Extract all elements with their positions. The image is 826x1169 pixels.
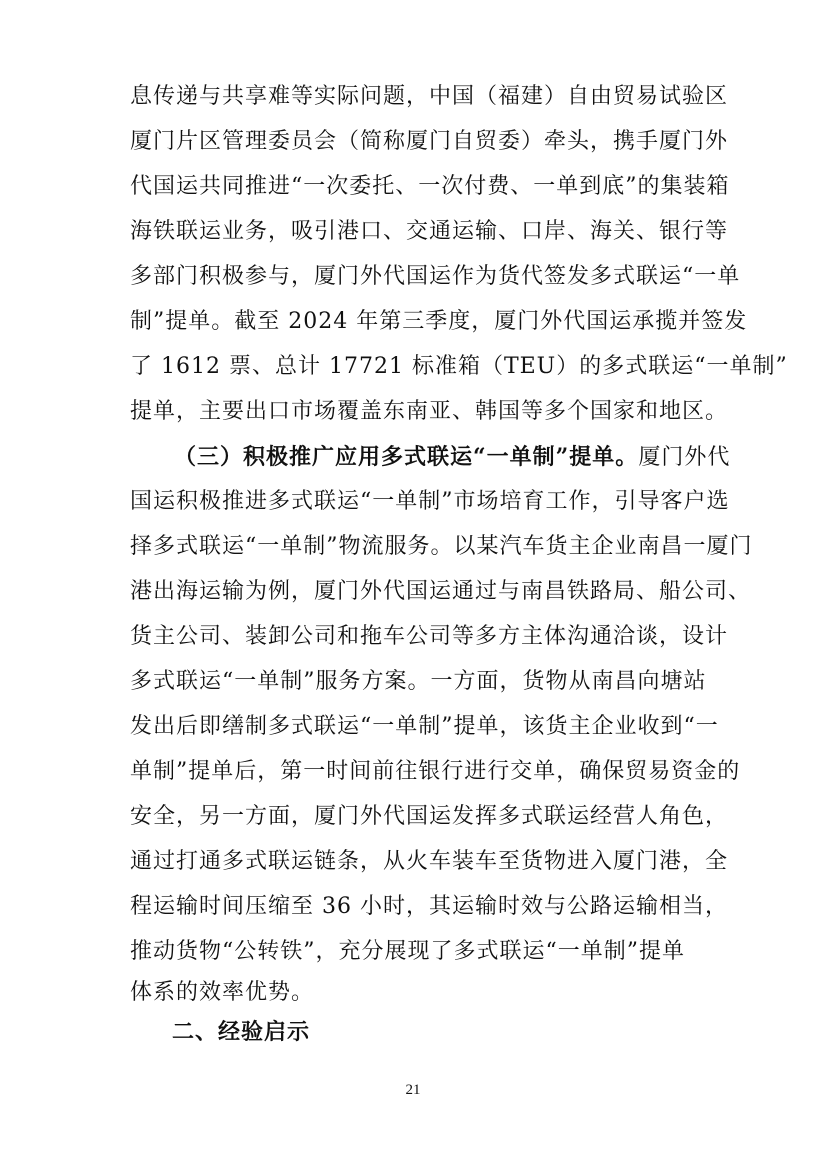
paragraph-line: 息传递与共享难等实际问题，中国（福建）自由贸易试验区 <box>130 84 729 109</box>
paragraph-line: 国运积极推进多式联运“一单制”市场培育工作，引导客户选 <box>130 489 730 514</box>
paragraph-line: 港出海运输为例，厦门外代国运通过与南昌铁路局、船公司、 <box>130 579 752 604</box>
paragraph-line: 推动货物“公转铁”，充分展现了多式联运“一单制”提单 <box>130 939 685 964</box>
paragraph-line: 代国运共同推进“一次委托、一次付费、一单到底”的集装箱 <box>130 174 730 199</box>
page-number: 21 <box>405 1082 421 1098</box>
paragraph-line: 制”提单。截至 2024 年第三季度，厦门外代国运承揽并签发 <box>130 309 748 334</box>
paragraph-line: 程运输时间压缩至 36 小时，其运输时效与公路运输相当， <box>130 894 728 919</box>
paragraph-line: 通过打通多式联运链条，从火车装车至货物进入厦门港，全 <box>130 849 729 874</box>
paragraph-line: 体系的效率优势。 <box>130 980 315 1005</box>
paragraph-line: 多部门积极参与，厦门外代国运作为货代签发多式联运“一单 <box>130 264 741 289</box>
paragraph-line: 厦门片区管理委员会（简称厦门自贸委）牵头，携手厦门外 <box>130 129 729 154</box>
section-three-first-line <box>174 442 730 473</box>
section-three-heading: （三）积极推广应用多式联运“一单制”提单。 <box>174 444 639 470</box>
paragraph-line: 多式联运“一单制”服务方案。一方面，货物从南昌向塘站 <box>130 669 707 694</box>
paragraph-line: 择多式联运“一单制”物流服务。以某汽车货主企业南昌一厦门 <box>130 534 753 559</box>
paragraph-line: 发出后即缮制多式联运“一单制”提单，该货主企业收到“一 <box>130 714 719 739</box>
paragraph-line: 货主公司、装卸公司和拖车公司等多方主体沟通洽谈，设计 <box>130 624 729 649</box>
paragraph-line: 海铁联运业务，吸引港口、交通运输、口岸、海关、银行等 <box>130 219 729 244</box>
section-two-heading: 二、经验启示 <box>172 1020 311 1045</box>
section-three-first-line-rest: 厦门外代 <box>638 445 731 470</box>
paragraph-line: 提单，主要出口市场覆盖东南亚、韩国等多个国家和地区。 <box>130 399 729 424</box>
paragraph-line: 安全，另一方面，厦门外代国运发挥多式联运经营人角色， <box>130 804 729 829</box>
paragraph-line: 了 1612 票、总计 17721 标准箱（TEU）的多式联运“一单制” <box>130 354 788 379</box>
paragraph-line: 单制”提单后，第一时间前往银行进行交单，确保贸易资金的 <box>130 759 741 784</box>
